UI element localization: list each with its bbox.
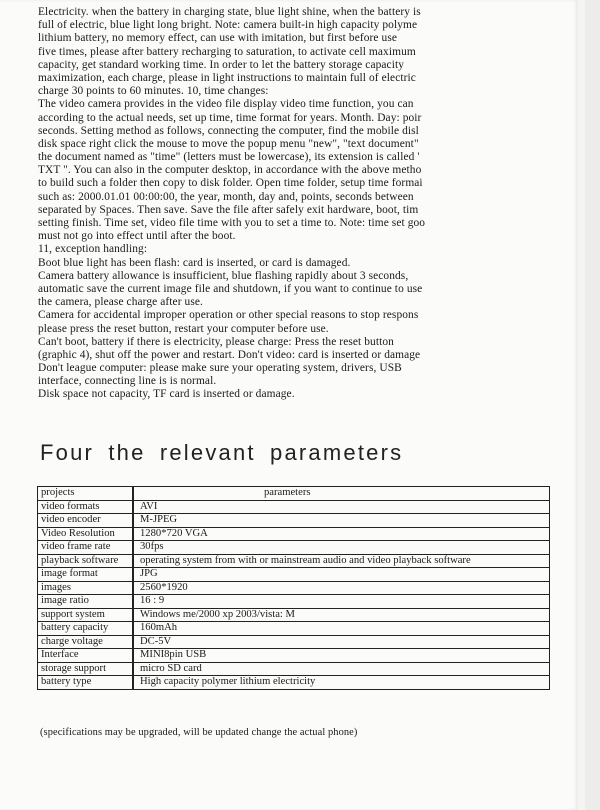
- param-name-cell: Interface: [38, 649, 134, 663]
- param-value-cell: 30fps: [133, 541, 550, 555]
- body-line: Don't league computer: please make sure your operating system, drivers, USB: [38, 362, 402, 375]
- scan-edge: [585, 0, 600, 810]
- param-name-cell: playback software: [38, 554, 134, 568]
- body-line: seconds. Setting method as follows, connecting the computer, find the mobile disl: [38, 124, 419, 137]
- body-line: lithium battery, no memory effect, can use with imitation, but first before use: [38, 32, 398, 45]
- param-value-cell: operating system from with or mainstream audio and video playback software: [133, 554, 550, 568]
- footnote: (specifications may be upgraded, will be updated change the actual phone): [40, 727, 358, 738]
- param-name-cell: Video Resolution: [38, 527, 134, 541]
- param-value-cell: 2560*1920: [133, 581, 550, 595]
- param-name-cell: battery capacity: [38, 622, 134, 636]
- table-row: [38, 541, 550, 555]
- body-line: 11, exception handling:: [38, 243, 148, 256]
- body-line: Camera battery allowance is insufficient, blue flashing rapidly about 3 seconds,: [38, 269, 409, 282]
- body-line: to build such a folder then copy to disk folder. Open time folder, setup time formai: [38, 177, 423, 190]
- body-line: TXT ". You can also in the computer desktop, in accordance with the above metho: [38, 164, 422, 177]
- table-row: [38, 662, 550, 676]
- body-line: such as: 2000.01.01 00:00:00, the year, month, day and, points, seconds between: [38, 190, 414, 203]
- body-line: according to the actual needs, set up time, time format for years. Month. Day: poir: [38, 111, 422, 124]
- header-key-cell: projects: [38, 487, 134, 501]
- param-name-cell: video frame rate: [38, 541, 134, 555]
- body-line: the document named as "time" (letters must be lowercase), its extension is called ': [38, 151, 420, 164]
- param-value-cell: MINI8pin USB: [133, 649, 550, 663]
- body-line: automatic save the current image file and shutdown, if you want to continue to use: [38, 282, 423, 295]
- body-line: disk space right click the mouse to move the popup menu "new", "text document": [38, 137, 419, 150]
- param-name-cell: charge voltage: [38, 635, 134, 649]
- table-row: [38, 649, 550, 663]
- table-row: [38, 554, 550, 568]
- table-row: [38, 676, 550, 690]
- body-line: must not go into effect until after the boot.: [38, 230, 236, 243]
- param-value-cell: Windows me/2000 xp 2003/vista: M: [133, 608, 550, 622]
- table-row: [38, 514, 550, 528]
- param-name-cell: battery type: [38, 676, 134, 690]
- param-name-cell: video encoder: [38, 514, 134, 528]
- param-value-cell: 1280*720 VGA: [133, 527, 550, 541]
- parameters-table: [37, 486, 550, 690]
- table-row: [38, 500, 550, 514]
- param-name-cell: image format: [38, 568, 134, 582]
- table-row: [38, 608, 550, 622]
- body-line: Disk space not capacity, TF card is inserted or damage.: [38, 388, 295, 401]
- body-line: Boot blue light has been flash: card is inserted, or card is damaged.: [38, 256, 351, 269]
- table-row: [38, 595, 550, 609]
- body-line: charge 30 points to 60 minutes. 10, time changes:: [38, 85, 269, 98]
- body-line: separated by Spaces. Then save. Save the file after safely exit hardware, boot, tim: [38, 203, 419, 216]
- param-name-cell: video formats: [38, 500, 134, 514]
- body-line: (graphic 4), shut off the power and restart. Don't video: card is inserted or damage: [38, 348, 421, 361]
- table-row: [38, 635, 550, 649]
- table-row: [38, 581, 550, 595]
- body-line: full of electric, blue light long bright. Note: camera built-in high capacity polyme: [38, 19, 418, 32]
- param-value-cell: micro SD card: [133, 662, 550, 676]
- param-value-cell: M-JPEG: [133, 514, 550, 528]
- param-name-cell: storage support: [38, 662, 134, 676]
- body-line: five times, please after battery recharging to saturation, to activate cell maximum: [38, 45, 416, 58]
- section-heading: Four the relevant parameters: [40, 440, 404, 465]
- param-value-cell: AVI: [133, 500, 550, 514]
- body-line: setting finish. Time set, video file time with you to set a time to. Note: time set goo: [38, 217, 426, 229]
- body-line: Can't boot, battery if there is electricity, please charge: Press the reset button: [38, 335, 394, 348]
- param-name-cell: support system: [38, 608, 134, 622]
- body-line: maximization, each charge, please in light instructions to maintain full of electric: [38, 71, 416, 84]
- param-value-cell: DC-5V: [133, 635, 550, 649]
- body-line: please press the reset button, restart your computer before use.: [38, 322, 329, 335]
- table-row: [38, 568, 550, 582]
- param-name-cell: images: [38, 581, 134, 595]
- body-line: The video camera provides in the video file display video time function, you can: [38, 98, 414, 111]
- body-text: [38, 6, 586, 402]
- body-line: interface, connecting line is is normal.: [38, 375, 217, 388]
- table-header-row: [38, 487, 550, 501]
- param-name-cell: image ratio: [38, 595, 134, 609]
- body-line: the camera, please charge after use.: [38, 296, 203, 309]
- body-line: Camera for accidental improper operation or other special reasons to stop respons: [38, 309, 419, 322]
- table-row: [38, 527, 550, 541]
- param-value-cell: JPG: [133, 568, 550, 582]
- body-line: Electricity. when the battery in charging state, blue light shine, when the battery is: [38, 6, 421, 18]
- param-value-cell: High capacity polymer lithium electricity: [133, 676, 550, 690]
- param-value-cell: 16 : 9: [133, 595, 550, 609]
- table-row: [38, 622, 550, 636]
- body-line: capacity, get standard working time. In order to let the battery storage capacity: [38, 58, 405, 71]
- param-value-cell: 160mAh: [133, 622, 550, 636]
- header-value-cell: parameters: [133, 487, 550, 501]
